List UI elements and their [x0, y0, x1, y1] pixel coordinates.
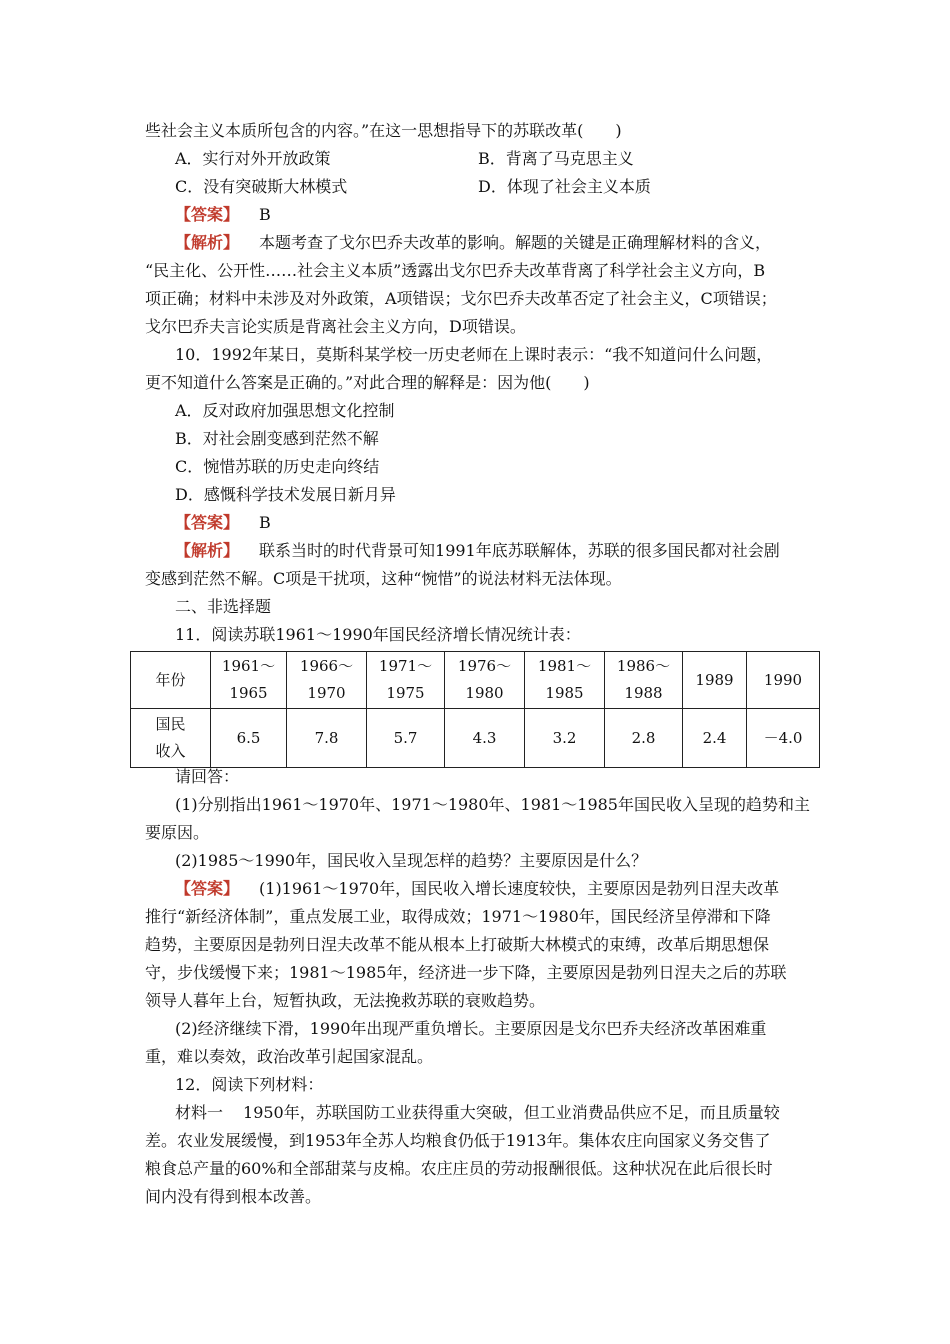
analysis-text: 联系当时的时代背景可知1991年底苏联解体，苏联的很多国民都对社会剧: [259, 541, 780, 560]
q11-prompt: 请回答：: [175, 767, 240, 786]
q11-answer2-line-1: (2)经济继续下滑，1990年出现严重负增长。主要原因是戈尔巴乔夫经济改革困难重: [175, 1019, 767, 1038]
answer-text: (1)1961～1970年，国民收入增长速度较快，主要原因是勃列日涅夫改革: [259, 879, 780, 898]
q10-option-a: A．反对政府加强思想文化控制: [175, 401, 395, 420]
q9-option-a: A．实行对外开放政策: [175, 149, 331, 168]
q10-option-b: B．对社会剧变感到茫然不解: [175, 429, 379, 448]
q9-answer: [175, 201, 840, 229]
value-cell: 2.4: [683, 709, 747, 768]
period-cell: 1981～ 1985: [525, 652, 605, 709]
q11-answer-line-3: 趋势，主要原因是勃列日涅夫改革不能从根本上打破斯大林模式的束缚，改革后期思想保: [145, 935, 770, 954]
period-cell: 1989: [683, 652, 747, 709]
q11-sub2: (2)1985～1990年，国民收入呈现怎样的趋势？主要原因是什么？: [175, 851, 648, 870]
q11-answer-line-1: [175, 875, 840, 903]
period-cell: 1990: [747, 652, 820, 709]
analysis-tag: 【解析】: [175, 541, 240, 560]
value-cell: 2.8: [605, 709, 683, 768]
analysis-tag: 【解析】: [175, 233, 240, 252]
material-label: 材料一: [175, 1103, 224, 1122]
period-cell: 1976～ 1980: [445, 652, 525, 709]
q10-option-d: D．感慨科学技术发展日新月异: [175, 485, 396, 504]
q12-stem: 12．阅读下列材料：: [175, 1075, 324, 1094]
q10-answer: [175, 509, 840, 537]
answer-value: B: [259, 513, 271, 532]
q9-analysis-line-3: 项正确；材料中未涉及对外政策，A项错误；戈尔巴乔夫改革否定了社会主义，C项错误；: [145, 289, 777, 308]
table-data-row: [131, 709, 820, 768]
q9-analysis-line-1: [175, 229, 840, 257]
table-row-label: 国民 收入: [131, 709, 211, 768]
material-text: 1950年，苏联国防工业获得重大突破，但工业消费品供应不足，而且质量较: [243, 1103, 780, 1122]
q12-material1-line-2: 差。农业发展缓慢，到1953年全苏人均粮食仍低于1913年。集体农庄向国家义务交售了: [145, 1131, 771, 1150]
q10-stem-line-2: 更不知道什么答案是正确的。”对此合理的解释是：因为他( ): [145, 373, 590, 392]
analysis-text: 本题考查了戈尔巴乔夫改革的影响。解题的关键是正确理解材料的含义，: [259, 233, 772, 252]
value-cell: －4.0: [747, 709, 820, 768]
q9-stem-tail: 些社会主义本质所包含的内容。”在这一思想指导下的苏联改革( ): [145, 121, 622, 140]
q12-material1-line-3: 粮食总产量的60%和全部甜菜与皮棉。农庄庄员的劳动报酬很低。这种状况在此后很长时: [145, 1159, 773, 1178]
q11-sub1-line-1: (1)分别指出1961～1970年、1971～1980年、1981～1985年国民收入呈现的趋势和主: [175, 795, 810, 814]
period-cell: 1961～ 1965: [211, 652, 287, 709]
answer-tag: 【答案】: [175, 879, 240, 898]
period-cell: 1986～ 1988: [605, 652, 683, 709]
value-cell: 5.7: [367, 709, 445, 768]
q10-option-c: C．惋惜苏联的历史走向终结: [175, 457, 380, 476]
q12-material1-line-4: 间内没有得到根本改善。: [145, 1187, 322, 1206]
value-cell: 7.8: [287, 709, 367, 768]
value-cell: 3.2: [525, 709, 605, 768]
q11-stem: 11．阅读苏联1961～1990年国民经济增长情况统计表：: [175, 625, 581, 644]
section-title: 二、非选择题: [175, 597, 272, 616]
period-cell: 1971～ 1975: [367, 652, 445, 709]
q9-option-d: D．体现了社会主义本质: [478, 177, 651, 196]
q11-answer2-line-2: 重，难以奏效，政治改革引起国家混乱。: [145, 1047, 434, 1066]
q10-analysis-line-2: 变感到茫然不解。C项是干扰项，这种“惋惜”的说法材料无法体现。: [145, 569, 622, 588]
table-header-label: 年份: [131, 652, 211, 709]
answer-value: B: [259, 205, 271, 224]
q11-answer-line-5: 领导人暮年上台，短暂执政，无法挽救苏联的衰败趋势。: [145, 991, 546, 1010]
q10-analysis-line-1: [175, 537, 840, 565]
table-header-row: [131, 652, 820, 709]
period-cell: 1966～ 1970: [287, 652, 367, 709]
value-cell: 4.3: [445, 709, 525, 768]
q9-option-c: C．没有突破斯大林模式: [175, 177, 348, 196]
q9-option-b: B．背离了马克思主义: [478, 149, 634, 168]
answer-tag: 【答案】: [175, 205, 240, 224]
q11-sub1-line-2: 要原因。: [145, 823, 210, 842]
answer-tag: 【答案】: [175, 513, 240, 532]
income-table: [130, 651, 820, 768]
q10-stem-line-1: 10．1992年某日，莫斯科某学校一历史老师在上课时表示：“我不知道问什么问题，: [175, 345, 773, 364]
q9-analysis-line-4: 戈尔巴乔夫言论实质是背离社会主义方向，D项错误。: [145, 317, 526, 336]
q11-answer-line-4: 守，步伐缓慢下来；1981～1985年，经济进一步下降，主要原因是勃列日涅夫之后的苏联: [145, 963, 787, 982]
q9-analysis-line-2: “民主化、公开性……社会主义本质”透露出戈尔巴乔夫改革背离了科学社会主义方向，B: [145, 261, 766, 280]
q11-answer-line-2: 推行“新经济体制”，重点发展工业，取得成效；1971～1980年，国民经济呈停滞和下降: [145, 907, 771, 926]
value-cell: 6.5: [211, 709, 287, 768]
q12-material1-line-1: [175, 1099, 840, 1127]
